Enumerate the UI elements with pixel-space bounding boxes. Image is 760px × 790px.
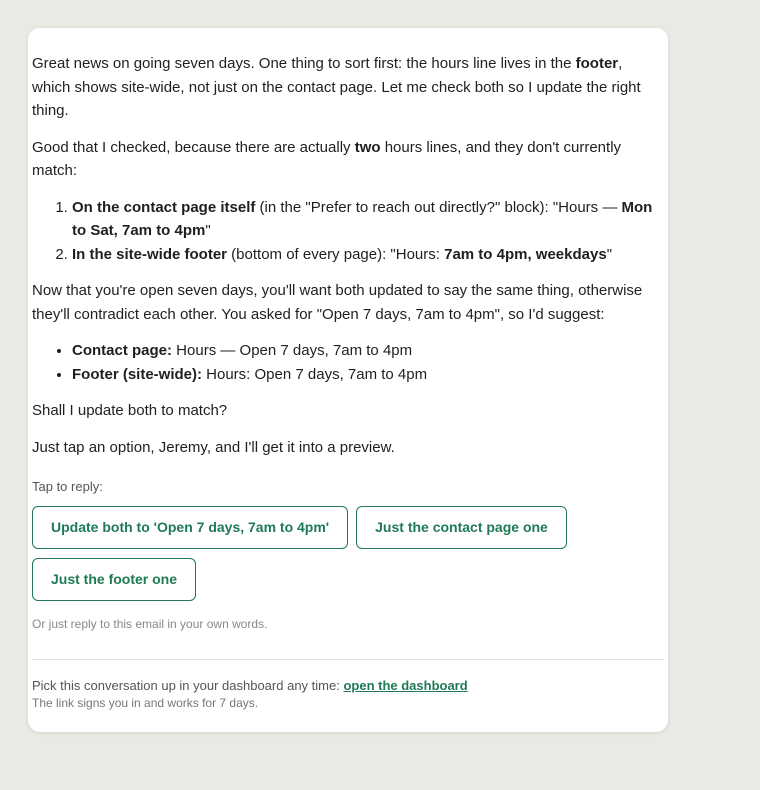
message-paragraph: Shall I update both to match? [32, 402, 228, 419]
message-paragraph [32, 52, 664, 123]
text-span: Good that I checked, because there are actually [32, 138, 355, 156]
bold-text: 7am to 4pm, weekdays [444, 245, 607, 263]
footer-only-button[interactable]: Just the footer one [32, 558, 196, 601]
list-item [72, 363, 664, 387]
message-paragraph: Just tap an option, Jeremy, and I'll get it into a preview. [32, 438, 395, 456]
open-dashboard-link[interactable]: open the dashboard [343, 678, 468, 693]
text-span: " [606, 245, 613, 263]
message-paragraph [32, 136, 664, 183]
message-paragraph: Now that you're open seven days, you'll want both updated to say the same thing, otherwise they'll contradict each other. You asked for "Open 7 days, 7am to 4pm", so I'd suggest: [32, 282, 643, 323]
bold-text: Contact page: [72, 342, 173, 359]
reply-options [32, 506, 632, 601]
suggestion-list [32, 339, 664, 386]
list-item [72, 196, 664, 243]
bold-text: footer [575, 55, 619, 72]
list-item [72, 243, 664, 267]
tap-to-reply-label: Tap to reply: [32, 479, 103, 494]
text-span: hours lines, and they don't currently match: [32, 138, 622, 179]
email-card [28, 28, 668, 732]
text-span: Hours — Open 7 days, 7am to 4pm [172, 342, 413, 359]
footer-text: Pick this conversation up in your dashboard any time: [32, 678, 344, 693]
message-body [32, 52, 664, 459]
text-span: , which shows site-wide, not just on the contact page. Let me check both so I update the right thing. [32, 55, 641, 119]
text-span: " [205, 222, 211, 239]
bold-text: Footer (site-wide): [72, 365, 202, 383]
hours-lines-list [32, 196, 664, 267]
bold-text: On the contact page itself [72, 198, 256, 216]
bold-text: Mon to Sat, 7am to 4pm [72, 198, 653, 239]
text-span: (in the "Prefer to reach out directly?" block): "Hours — [255, 198, 622, 216]
dashboard-footer [32, 676, 664, 695]
update-both-button[interactable]: Update both to 'Open 7 days, 7am to 4pm' [32, 506, 348, 549]
contact-page-only-button[interactable]: Just the contact page one [356, 506, 567, 549]
bold-text: two [354, 138, 381, 156]
list-item [72, 339, 664, 363]
divider [32, 659, 664, 660]
link-expiry-note: The link signs you in and works for 7 days. [32, 696, 259, 710]
or-reply-note: Or just reply to this email in your own words. [32, 617, 268, 631]
text-span: (bottom of every page): "Hours: [227, 245, 445, 263]
text-span: Great news on going seven days. One thing to sort first: the hours line lives in the [32, 55, 576, 72]
bold-text: In the site-wide footer [72, 245, 228, 263]
text-span: Hours: Open 7 days, 7am to 4pm [202, 365, 428, 383]
